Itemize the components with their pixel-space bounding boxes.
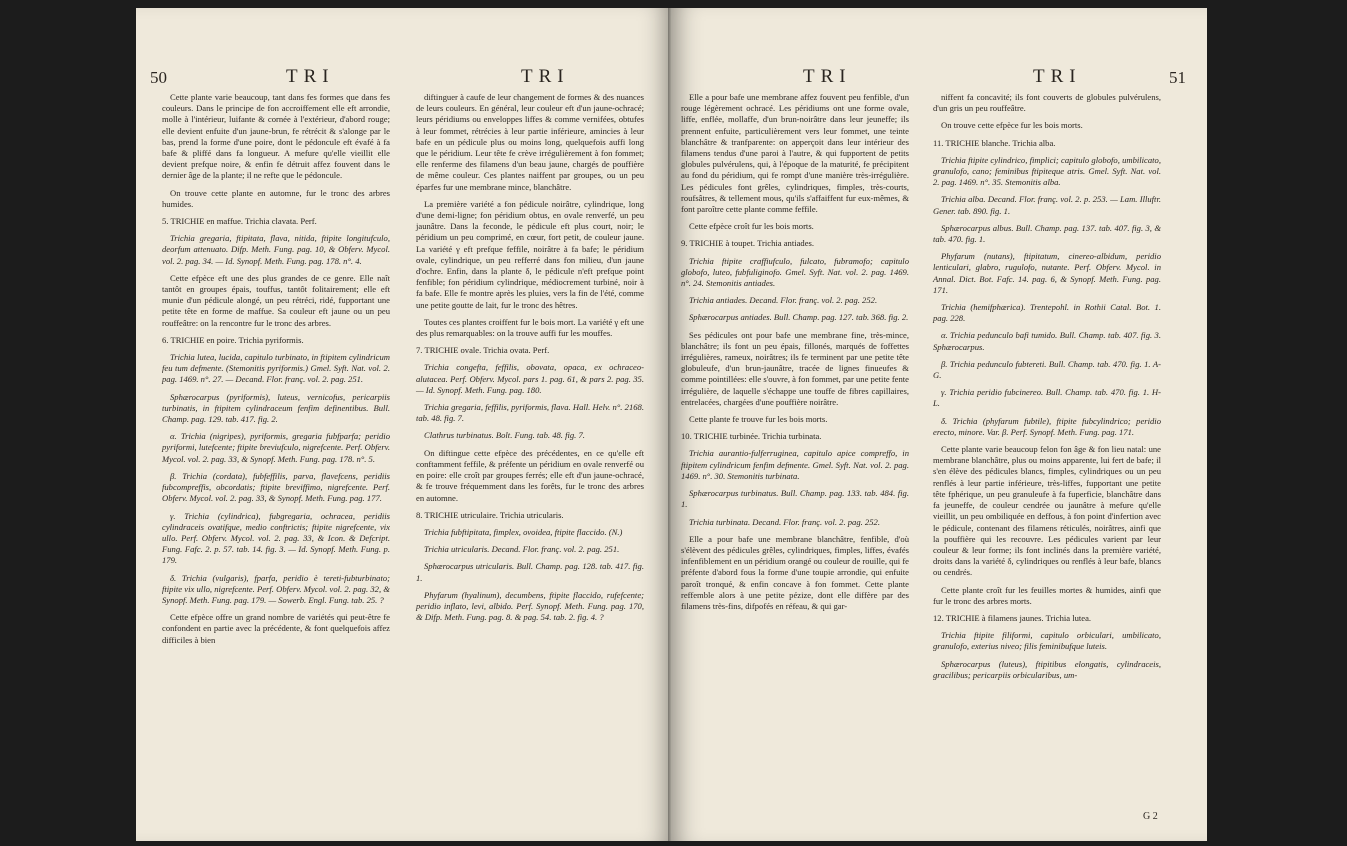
paragraph: γ. Trichia peridio fubcinereo. Bull. Champ. tab. 470. fig. 1. H-L. [933, 387, 1161, 409]
page-number: 50 [150, 68, 167, 87]
paragraph: Sphærocarpus (pyriformis), luteus, vernicofus, pericarpiis turbinatis, in ftipitem cylindraceum fenfim definentibus. Bull. Champ. pag. 129. tab. 417. fig. 2. [162, 391, 390, 425]
paragraph: Cette plante fe trouve fur les bois morts. [689, 414, 828, 425]
paragraph: La première variété a fon pédicule noirâtre, cylindrique, long d'une demi-ligne; fon péridium obtus, en ovale renverfé, un peu jaunâtre. Dans la feconde, le pédicule eft plus court, noir; le péridium un peu comprimé, en cœur, fort petit, de couleur jaune. La variété γ eft prefque feffile, noirâtre à fa bafe; le péridium ovale, cylindrique, un peu refferré dans fon milieu, d'un jaune d'ochre. Enfin, dans la plante δ, le pédicule n'eft prefque point fenfible; fon péridium cylindrique, médiocrement turbiné, noir à fa bafe. Elle fe montre après les pluies, vers la fin de l'été, comme une petite goutte de lait, fur le tronc des hêtres. [416, 198, 644, 310]
paragraph: Sphærocarpus (luteus), ftipitibus elongatis, cylindraceis, gracilibus; pericarpiis orbicularibus, um- [933, 658, 1161, 680]
paragraph: Trichia lutea, lucida, capitulo turbinato, in ftipitem cylindricum feu tum defmente. (Stemonitis pyriformis.) Gmel. Syft. Nat. vol. 2. pag. 1469. n°. 27. — Decand. Flor. franç. vol. 2. pag. 251. [162, 352, 390, 385]
paragraph: Cette efpèce croît fur les bois morts. [689, 221, 814, 232]
paragraph: Sphærocarpus antiades. Bull. Champ. pag. 127. tab. 368. fig. 2. [689, 312, 909, 323]
paragraph: 8. TRICHIE utriculaire. Trichia utricularis. [416, 509, 564, 520]
paragraph: 7. TRICHIE ovale. Trichia ovata. Perf. [416, 345, 550, 356]
paragraph: Trichia alba. Decand. Flor. franç. vol. 2. p. 253. — Lam. Illuftr. Gener. tab. 890. fig. 1. [933, 194, 1161, 216]
paragraph: 12. TRICHIE à filamens jaunes. Trichia lutea. [933, 612, 1092, 623]
paragraph: 9. TRICHIE à toupet. Trichia antiades. [681, 238, 815, 249]
page-number: 51 [1169, 68, 1186, 87]
paragraph: β. Trichia pedunculo fubtereti. Bull. Champ. tab. 470. fig. 1. A-G. [933, 358, 1161, 381]
paragraph: Trichia gregaria, feffilis, pyriformis, flava. Hall. Helv. n°. 2168. tab. 48. fig. 7. [416, 402, 644, 424]
paragraph: Trichia ftipite craffiufculo, fulcato, fubramofo; capitulo globofo, luteo, fubfuliginofo. Gmel. Syft. Nat. vol. 2. pag. 1469. n°. 24. Stemonitis antiades. [681, 255, 909, 289]
paragraph: Trichia ftipite filiformi, capitulo orbiculari, umbilicato, granulofo, exterius niveo; filis feminibufque luteis. [933, 630, 1161, 652]
paragraph: Trichia fubftipitata, fimplex, ovoidea, ftipite flaccido. (N.) [424, 526, 623, 537]
paragraph: α. Trichia (nigripes), pyriformis, gregaria fubfparfa; peridio pyriformi, lutefcente; ftipite breviufculo, nigrefcente. Perf. Obferv. Mycol. vol. 2. pag. 33, & Synopf. Meth. Fung. pag. 178. n°. 5. [162, 431, 390, 464]
paragraph: Trichia ftipite cylindrico, fimplici; capitulo globofo, umbilicato, granulofo, cano; feminibus ftipiteque atris. Gmel. Syft. Nat. vol. 2. pag. 1469. n°. 35. Stemonitis alba. [933, 154, 1161, 188]
paragraph: Trichia aurantio-fulferruginea, capitulo apice compreffo, in ftipitem cylindricum fenfim defmente. Gmel. Syft. Nat. vol. 2. pag. 1469. n°. 30. Stemonitis turbinata. [681, 448, 909, 481]
signature-mark: G 2 [1143, 811, 1158, 822]
running-head: TRI [803, 66, 852, 87]
running-head: TRI [1033, 66, 1082, 87]
paragraph: α. Trichia pedunculo bafi tumido. Bull. Champ. tab. 407. fig. 3. Sphærocarpus. [933, 330, 1161, 352]
text-column [933, 92, 1161, 687]
paragraph: β. Trichia (cordata), fubfeffilis, parva, flavefcens, peridiis fubcompreffis, obcordatis; ftipite breviffimo, nigrefcente. Perf. Obferv. Mycol. vol. 2. pag. 33, & Synopf. Meth. Fung. pag. 177. [162, 470, 390, 504]
text-column [162, 92, 390, 652]
paragraph: Sphærocarpus utricularis. Bull. Champ. pag. 128. tab. 417. fig. 1. [416, 561, 644, 583]
left-page [136, 8, 671, 841]
paragraph: Cette plante croît fur les feuilles mortes & humides, ainfi que fur le tronc des arbres morts. [933, 584, 1161, 606]
paragraph: Cette plante varie beaucoup, tant dans fes formes que dans fes couleurs. Dans le principe de fon accroiffement elle eft arrondie, molle à l'intérieur, luifante & cornée à l'extérieur, d'abord rouge; elle devient enfuite d'un jaune-brun, fe rétrécit & s'alonge par le bas, prend la forme d'une poire, dont le pédoncule eft évafé à fa bafe & pliffé dans fa longueur. A mefure qu'elle vieillit elle devient prefque noire, & enfin fe détruit affez fouvent dans le dernier âge de la plante; il ne refte que le pédoncule. [162, 92, 390, 181]
paragraph: Trichia gregaria, ftipitata, flava, nitida, ftipite longitufculo, deorfum attenuato. Difp. Meth. Fung. pag. 10, & Obferv. Mycol. vol. 2. pag. 34. — Id. Synopf. Meth. Fung. pag. 178. n°. 4. [162, 233, 390, 266]
paragraph: Cette efpèce eft une des plus grandes de ce genre. Elle naît tantôt en groupes épais, touffus, tantôt folitairement; elle eft munie d'un pédicule alongé, un peu rétréci, ridé, fupportant une petite tête en forme de maffue. Sa couleur eft jaune ou un peu rouffeâtre: on la rencontre fur le tronc des arbres. [162, 272, 390, 328]
paragraph: On trouve cette efpèce fur les bois morts. [941, 120, 1083, 131]
paragraph: Elle a pour bafe une membrane affez fouvent peu fenfible, d'un rouge légèrement ochracé. Les péridiums ont une forme ovale, liffe, enflée, mollaffe, d'un brun-noirâtre dans leur jeuneffe; ils prennent enfuite, particulièrement vers leur fommet, une teinte blanchâtre & tranfparente: on apperçoit dans leur intérieur des filamens tendus d'une paroi à l'autre, & qui fupportent de petits globules pulvérulens, qui, à l'époque de la maturité, fe précipitent au fond du péridium, qui fe rompt d'une manière très-irrégulière. Les pédicules font grêles, cylindriques, fimples, très-courts, roufsâtres, & tellement mous, qu'ils s'affaiffent fur eux-mêmes, & font paroître cette plante comme feffile. [681, 92, 909, 215]
paragraph: On trouve cette plante en automne, fur le tronc des arbres humides. [162, 187, 390, 209]
paragraph: On diftingue cette efpèce des précédentes, en ce qu'elle eft conftamment feffile, & préfente un péridium en ovale renverfé ou en poire: elle croît par groupes ferrés; elle eft d'un jaune-ochracé, & fe trouve fréquemment dans les forêts, fur le tronc des arbres en automne. [416, 447, 644, 503]
paragraph: Ses pédicules ont pour bafe une membrane fine, très-mince, blanchâtre; ils font un peu épais, fillonés, marqués de foffettes irrégulières, rameux, noirâtres; ils fe terminent par une petite tête globuleufe, d'un brun-jaunâtre, tracée de lignes finueufes & comme pointillées: elle s'ouvre, à fon fommet, par une petite fente irrégulière, de laquelle s'échappe une touffe de fibres capillaires, entrelacées, chargées d'une pouffière noirâtre. [681, 329, 909, 407]
paragraph: Cette plante varie beaucoup felon fon âge & fon lieu natal: une membrane blanchâtre, plus ou moins apparente, lui fert de bafe; il s'en élève des pédicules blancs, fimples, cylindriques ou un peu renflés à leur partie inférieure, très-liffes, fupportant une petite tête fphérique, un peu granuleufe à fa fuperficie, blanchâtre dans fa jeuneffe, de couleur cendrée ou jaunâtre à mefure qu'elle vieillit, un peu ombiliquée en deffous, à fon point d'infertion avec le pédicule, contenant des filamens réticulés, noirâtres, ainfi que la pouffière qui les recouvre. Les pédicules varient par leur couleur & leur forme; ils font inclinés dans la première variété, droits dans la variété δ, cylindriques ou renflés à leur bafe, blancs ou cendrés. [933, 444, 1161, 578]
running-head: TRI [286, 66, 335, 87]
paragraph: Phyfarum (nutans), ftipitatum, cinereo-albidum, peridio lenticulari, glabro, rugulofo, nutante. Perf. Obferv. Mycol. in Annal. Dict. Bot. Fafc. 14. pag. 6, & Synopf. Meth. Fung. pag. 171. [933, 251, 1161, 295]
paragraph: 11. TRICHIE blanche. Trichia alba. [933, 137, 1056, 148]
paragraph: Clathrus turbinatus. Bolt. Fung. tab. 48. fig. 7. [424, 430, 585, 441]
paragraph: δ. Trichia (vulgaris), fparfa, peridio è tereti-fubturbinato; ftipite vix ullo, nigrefcente. Perf. Obferv. Mycol. vol. 2. pag. 32, & Synopf. Meth. Fung. pag. 179. — Sowerb. Engl. Fung. tab. 25. ? [162, 572, 390, 605]
paragraph: Trichia utricularis. Decand. Flor. franç. vol. 2. pag. 251. [424, 544, 620, 555]
text-column [681, 92, 909, 618]
paragraph: Phyfarum (hyalinum), decumbens, ftipite flaccido, rufefcente; peridio inflato, levi, albido. Perf. Synopf. Meth. Fung. pag. 170, & Difp. Meth. Fung. pag. 8. & pag. 54. tab. 2. fig. 4. ? [416, 589, 644, 623]
paragraph: Cette efpèce offre un grand nombre de variétés qui peut-être fe confondent en partie avec la précédente, & font quelquefois affez difficiles à bien [162, 612, 390, 645]
paragraph: 10. TRICHIE turbinée. Trichia turbinata. [681, 431, 822, 442]
running-head: TRI [521, 66, 570, 87]
paragraph: Trichia (hemifphærica). Trentepohl. in Rothii Catal. Bot. 1. pag. 228. [933, 302, 1161, 324]
paragraph: Toutes ces plantes croiffent fur le bois mort. La variété γ eft une des plus remarquables: on la trouve auffi fur les mouffes. [416, 316, 644, 339]
paragraph: niffent fa concavité; ils font couverts de globules pulvérulens, d'un gris un peu rouffeâtre. [933, 92, 1161, 114]
paragraph: Trichia antiades. Decand. Flor. franç. vol. 2. pag. 252. [689, 295, 878, 306]
paragraph: 6. TRICHIE en poire. Trichia pyriformis. [162, 334, 304, 345]
paragraph: 5. TRICHIE en maffue. Trichia clavata. Perf. [162, 216, 317, 227]
right-page [671, 8, 1207, 841]
paragraph: Elle a pour bafe une membrane blanchâtre, fenfible, d'où s'élèvent des pédicules grêles, cylindriques, fimples, liffes, évafés infenfiblement en un péridium orangé ou couleur de rouille, qui fe préfente d'abord fous la forme d'une toupie arrondie, qui enfuite paroît tronqué, & enfin concave à fon fommet. Cette plante reffemble alors à une petite pézize, dont elle diffère par des filamens très-fins, difpofés en réfeau, & qui gar- [681, 533, 909, 611]
text-column [416, 92, 644, 629]
paragraph: Sphærocarpus albus. Bull. Champ. pag. 137. tab. 407. fig. 3, & tab. 470. fig. 1. [933, 222, 1161, 245]
paragraph: diftinguer à caufe de leur changement de formes & des nuances de leurs couleurs. En général, leur couleur eft d'un jaune-ochracé; leurs péridiums ou enveloppes liffes & comme vernifées, obtufes à leur fommet, rétrécies à leur partie inférieure, amincies à leur bafe en un pédicule plus ou moins long, quelquefois auffi long que le péridium. Leur tête fe crève irrégulièrement à fon fommet; elle renferme des filamens d'un beau jaune, chargés de pouffière de même couleur. Ces plantes naiffent par groupes, ou un peu éparfes fur une membrane mince, blanchâtre. [416, 92, 644, 192]
paragraph: γ. Trichia (cylindrica), fubgregaria, ochracea, peridiis cylindraceis ovatifque, medio conftrictis; ftipite nigrefcente, vix ullo. Perf. Obferv. Mycol. vol. 2. pag. 33, & Icon. & Defcript. Fung. Fafc. 2. p. 57. tab. 14. fig. 3. — Id. Synopf. Meth. Fung. p. 179. [162, 510, 390, 566]
paragraph: Trichia congefta, feffilis, obovata, opaca, ex ochraceo-alutacea. Perf. Obferv. Mycol. pars 1. pag. 61, & pars 2. pag. 35. — Id. Synopf. Meth. Fung. pag. 180. [416, 362, 644, 395]
paragraph: δ. Trichia (phyfarum fubtile), ftipite fubcylindrico; peridio erecto, minore. Var. β. Perf. Synopf. Meth. Fung. pag. 171. [933, 415, 1161, 437]
paragraph: Sphærocarpus turbinatus. Bull. Champ. pag. 133. tab. 484. fig. 1. [681, 488, 909, 510]
paragraph: Trichia turbinata. Decand. Flor. franç. vol. 2. pag. 252. [689, 516, 880, 527]
